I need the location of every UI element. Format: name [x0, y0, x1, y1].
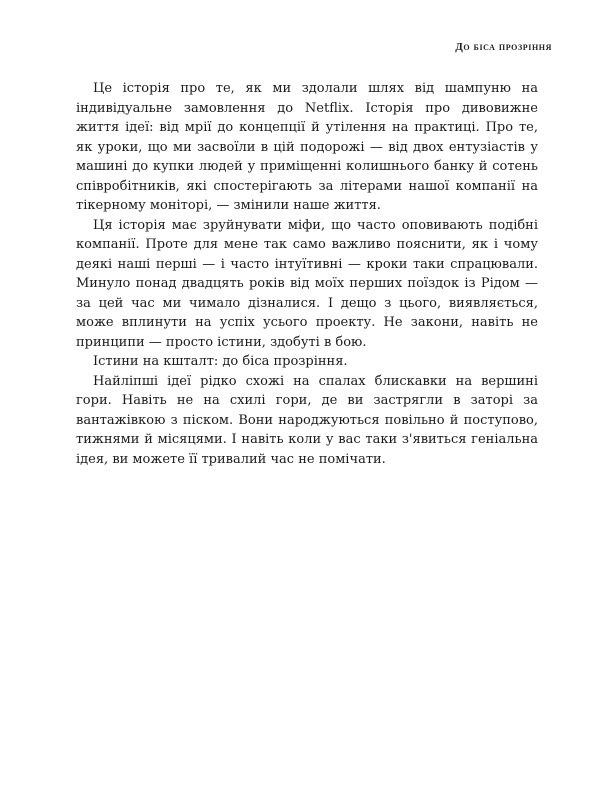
paragraph-1: Це історія про те, як ми здолали шлях від шампуню на індивідуальне замовлення до Netflix. Історія про дивовижне життя ідеї: від мрії до концепції й утілення на практиці. Про те, як уроки, що ми засвоїли в цій подорожі — від двох ентузіастів у машині до купки людей у приміщенні колишнього банку й сотень співробітників, які спостерігають за літерами нашої компанії на тікерному моніторі, — змінили наше життя.: [76, 81, 538, 213]
paragraph-2: Ця історія має зруйнувати міфи, що часто оповивають подібні компанії. Проте для мене так само важливо пояснити, як і чому деякі наші перші — і часто інтуїтивні — кроки таки спрацювали. Минуло понад двадцять років від моїх перших поїздок із Рідом — за цей час ми чимало дізналися. І дещо з цього, виявляється, може вплинути на успіх усього проекту. Не закони, навіть не принципи — просто істини, здобуті в бою.: [76, 217, 538, 350]
running-head: До біса прозріння: [455, 41, 552, 53]
body-text: [76, 79, 538, 469]
paragraph-3: Істини на кшталт: до біса прозріння.: [93, 354, 348, 369]
paragraph-4: Найліпші ідеї рідко схожі на спалах блискавки на вершині гори. Навіть не на схилі гори, де ви застрягли в заторі за вантажівкою з піском. Вони народжуються повільно й поступово, тижнями й місяцями. І навіть коли у вас таки з'явиться геніальна ідея, ви можете її тривалий час не помічати.: [76, 373, 538, 467]
